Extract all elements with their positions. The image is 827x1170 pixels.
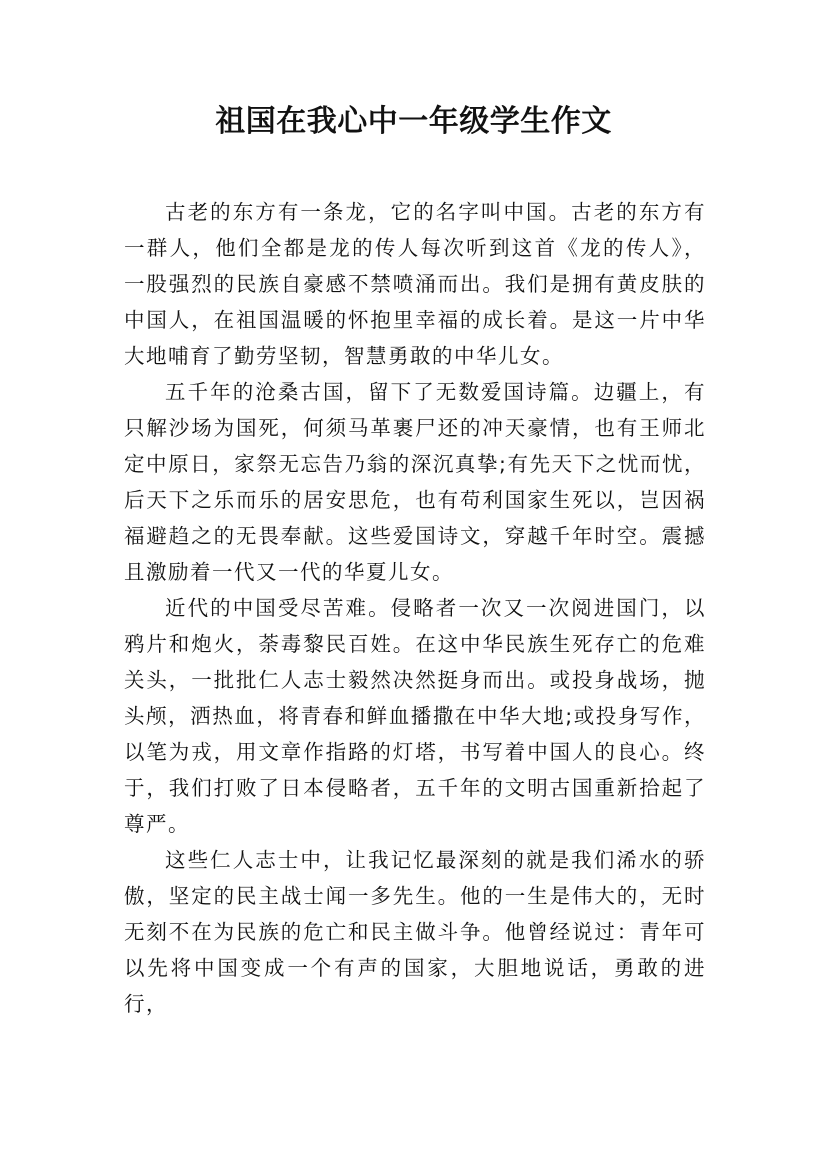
paragraph-4: 这些仁人志士中，让我记忆最深刻的就是我们浠水的骄傲，坚定的民主战士闻一多先生。他的一生是伟大的，无时无刻不在为民族的危亡和民主做斗争。他曾经说过：青年可以先将中国变成一个有声的国家，大胆地说话，勇敢的进行， — [124, 848, 706, 1016]
paragraph-2: 五千年的沧桑古国，留下了无数爱国诗篇。边疆上，有只解沙场为国死，何须马革裹尸还的冲天豪情，也有王师北定中原日，家祭无忘告乃翁的深沉真挚;有先天下之忧而忧，后天下之乐而乐的居安思危，也有苟利国家生死以，岂因祸福避趋之的无畏奉献。这些爱国诗文，穿越千年时空。震撼且激励着一代又一代的华夏儿女。 — [124, 380, 706, 584]
essay-body — [124, 194, 706, 1022]
paragraph-1: 古老的东方有一条龙，它的名字叫中国。古老的东方有一群人，他们全都是龙的传人每次听到这首《龙的传人》，一股强烈的民族自豪感不禁喷涌而出。我们是拥有黄皮肤的中国人，在祖国温暖的怀抱里幸福的成长着。是这一片中华大地哺育了勤劳坚韧，智慧勇敢的中华儿女。 — [124, 200, 706, 368]
page-title: 祖国在我心中一年级学生作文 — [215, 104, 612, 139]
paragraph-3: 近代的中国受尽苦难。侵略者一次又一次阅进国门，以鸦片和炮火，荼毒黎民百姓。在这中华民族生死存亡的危难关头，一批批仁人志士毅然决然挺身而出。或投身战场，抛头颅，洒热血，将青春和鲜血播撒在中华大地;或投身写作，以笔为戎，用文章作指路的灯塔，书写着中国人的良心。终于，我们打败了日本侵略者，五千年的文明古国重新拾起了尊严。 — [124, 596, 706, 836]
